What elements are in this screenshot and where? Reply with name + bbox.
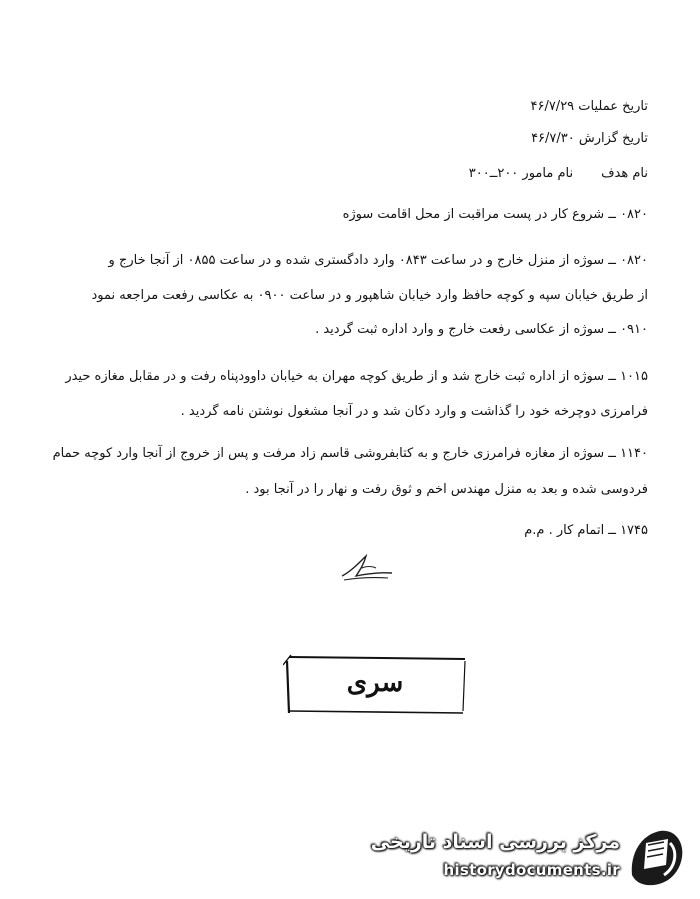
classification-stamp-text: سری: [346, 668, 404, 698]
report-entry: ۰۹۱۰ ــ سوژه از عکاسی رفعت خارج و وارد اداره ثبت گردید .: [315, 322, 648, 337]
operation-date: تاریخ عملیات ۴۶/۷/۲۹: [530, 99, 648, 114]
agent-name: نام مامور ۲۰۰ــ۳۰۰: [468, 166, 574, 181]
report-entry: ۱۰۱۵ ــ سوژه از اداره ثبت خارج شد و از طریق کوچه مهران به خیابان داوودپناه رفت و در مقابل مغازه حیدر: [65, 369, 648, 384]
report-entry: ۰۸۲۰ ــ شروع کار در پست مراقبت از محل اقامت سوژه: [342, 207, 648, 222]
report-entry: فردوسی شده و بعد به منزل مهندس اخم و ثوق رفت و نهار را در آنجا بود .: [245, 482, 648, 497]
watermark-title: مرکز بررسی اسناد تاریخی: [370, 831, 620, 853]
watermark: [370, 825, 686, 889]
report-entry: فرامرزی دوچرخه خود را گذاشت و وارد دکان شد و در آنجا مشغول نوشتن نامه گردید .: [180, 404, 648, 419]
signature-scribble: [336, 546, 396, 586]
target-agent-row: [469, 166, 648, 181]
report-entry: ۱۷۴۵ ــ اتمام کار . م.م: [524, 523, 648, 538]
history-documents-logo-icon: [626, 825, 686, 889]
report-date: تاریخ گزارش ۴۶/۷/۳۰: [531, 131, 648, 146]
report-entry: ۰۸۲۰ ــ سوژه از منزل خارج و در ساعت ۰۸۴۳ وارد دادگستری شده و در ساعت ۰۸۵۵ از آنجا خارج و: [108, 253, 648, 268]
report-entry: از طریق خیابان سپه و کوچه حافظ وارد خیابان شاهپور و در ساعت ۰۹۰۰ به عکاسی رفعت مراجعه نمود: [91, 288, 648, 303]
report-entry: ۱۱۴۰ ــ سوژه از مغازه فرامرزی خارج و به کتابفروشی قاسم زاد مرفت و پس از خروج از آنجا وارد کوچه حمام: [52, 446, 648, 461]
watermark-url: historydocuments.ir: [443, 861, 620, 879]
target-name-label: نام هدف: [601, 166, 648, 181]
